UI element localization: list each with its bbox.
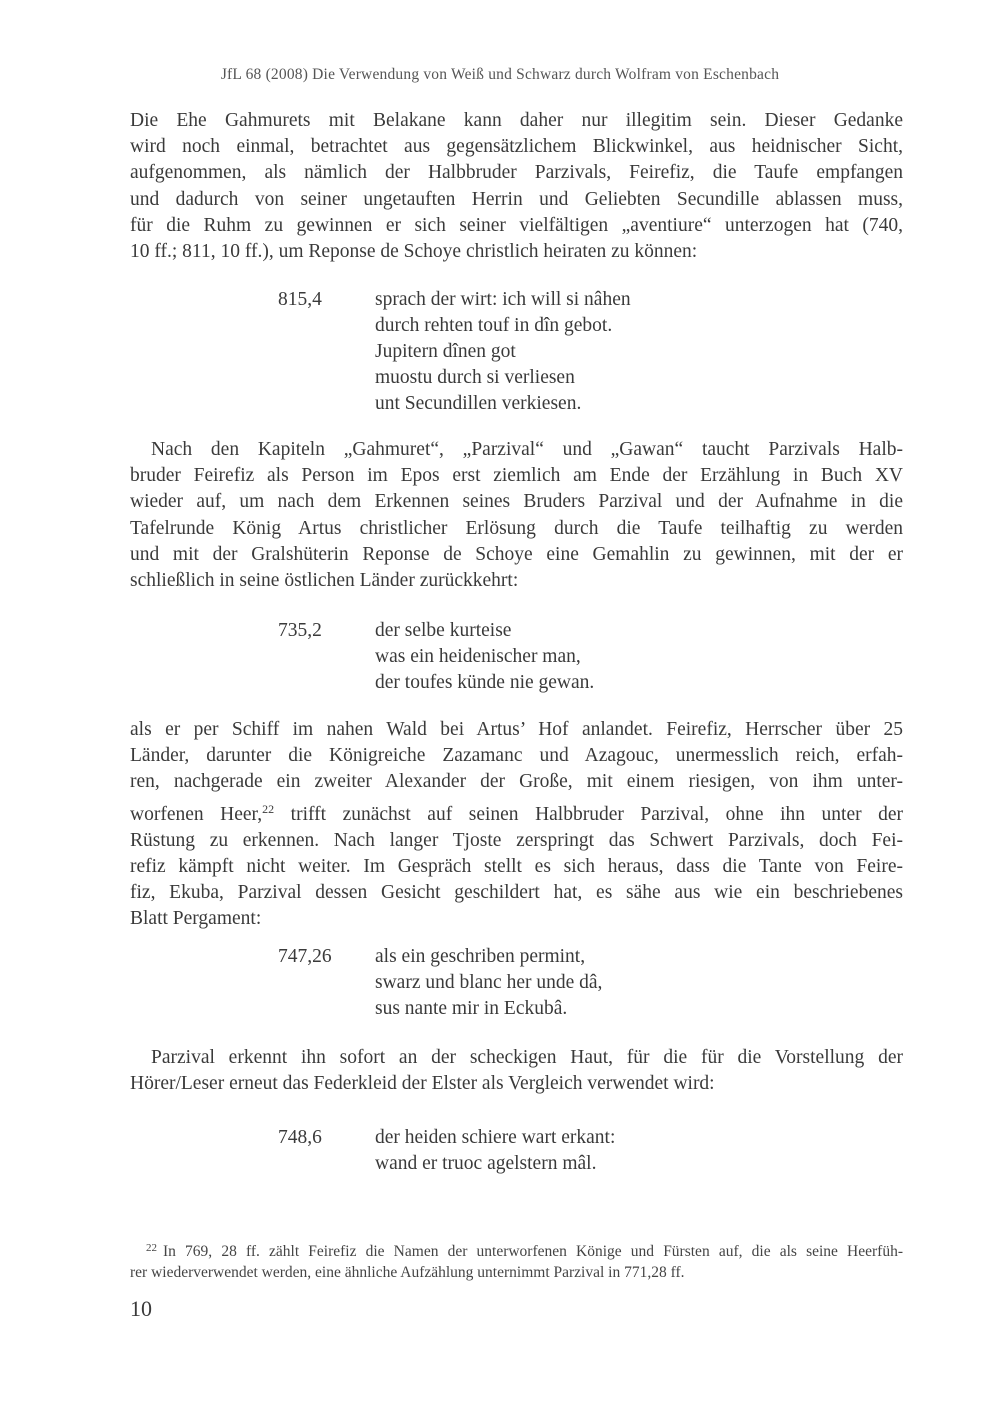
text-line: als er per Schiff im nahen Wald bei Artus’ Hof anlandet. Feirefiz, Herrscher über 25 xyxy=(130,719,903,740)
footnote-marker[interactable]: 22 xyxy=(262,801,275,816)
text-line: schließlich in seine östlichen Länder zurückkehrt: xyxy=(130,570,519,592)
text-line: aufgenommen, als nämlich der Halbbruder Parzivals, Feirefiz, die Taufe empfangen xyxy=(130,162,903,184)
text-line: Tafelrunde König Artus christlicher Erlösung durch die Taufe teilhaftig zu werden xyxy=(130,517,903,539)
verse-line: Jupitern dînen got xyxy=(375,341,516,362)
verse-line: wand er truoc agelstern mâl. xyxy=(375,1153,597,1174)
verse-reference: 815,4 xyxy=(278,289,322,310)
paragraph-3 xyxy=(130,717,903,933)
text-line: ren, nachgerade ein zweiter Alexander der Große, mit einem riesigen, von ihm unter- xyxy=(130,771,903,793)
verse-line: durch rehten touf in dîn gebot. xyxy=(375,315,613,336)
verse-line: der heiden schiere wart erkant: xyxy=(375,1127,616,1148)
text-line: refiz kämpft nicht weiter. Im Gespräch stellt es sich heraus, dass die Tante von Feire- xyxy=(130,856,903,878)
text-line: Nach den Kapiteln „Gahmuret“, „Parzival“ und „Gawan“ taucht Parzivals Halb- xyxy=(151,439,903,460)
verse-reference: 747,26 xyxy=(278,946,332,967)
paragraph-2 xyxy=(130,437,903,594)
text-line: wird noch einmal, betrachtet aus gegensätzlichem Blickwinkel, aus heidnischer Sicht, xyxy=(130,136,903,158)
verse-reference: 748,6 xyxy=(278,1127,322,1148)
text-line: Blatt Pergament: xyxy=(130,908,262,930)
footnote-line: rer wiederverwendet werden, eine ähnliche Aufzählung unternimmt Parzival in 771,28 ff. xyxy=(130,1264,685,1281)
page-number: 10 xyxy=(130,1296,152,1321)
verse-reference: 735,2 xyxy=(278,620,322,641)
verse-line: unt Secundillen verkiesen. xyxy=(375,393,582,414)
footnote-line xyxy=(130,1238,903,1262)
footnote-text: In 769, 28 ff. zählt Feirefiz die Namen der unterworfenen Könige und Fürsten auf, die als seine Heerfüh- xyxy=(163,1243,903,1260)
text-line: und mit der Gralshüterin Reponse de Schoye eine Gemahlin zu gewinnen, mit der er xyxy=(130,543,903,565)
paragraph-4 xyxy=(130,1045,903,1097)
verse-line: sus nante mir in Eckubâ. xyxy=(375,998,568,1019)
verse-line: der toufes künde nie gewan. xyxy=(375,672,595,693)
text-fragment: worfenen Heer, xyxy=(130,803,263,825)
verse-line: muostu durch si verliesen xyxy=(375,367,575,388)
verse-line: als ein geschriben permint, xyxy=(375,946,586,967)
text-line: Länder, darunter die Königreiche Zazamanc und Azagouc, unermesslich reich, erfah- xyxy=(130,745,903,767)
text-line: Hörer/Leser erneut das Federkleid der Elster als Vergleich verwendet wird: xyxy=(130,1073,715,1095)
verse-line: swarz und blanc her unde dâ, xyxy=(375,972,603,993)
text-line: und dadurch von seiner ungetauften Herrin und Geliebten Secundille ablassen muss, xyxy=(130,188,903,210)
text-fragment: trifft zunächst auf seinen Halbbruder Parzival, ohne ihn unter der xyxy=(290,803,904,825)
footnote xyxy=(130,1238,903,1283)
paragraph-1 xyxy=(130,108,903,265)
text-line: fiz, Ekuba, Parzival dessen Gesicht geschildert hat, es sähe aus wie ein beschriebenes xyxy=(130,882,903,904)
text-line: Rüstung zu erkennen. Nach langer Tjoste zerspringt das Schwert Parzivals, doch Fei- xyxy=(130,829,903,851)
footnote-number: 22 xyxy=(146,1242,157,1254)
text-line: wieder auf, um nach dem Erkennen seines Bruders Parzival und der Aufnahme in die xyxy=(130,491,903,513)
verse-line: der selbe kurteise xyxy=(375,620,512,641)
text-line: bruder Feirefiz als Person im Epos erst ziemlich am Ende der Erzählung in Buch XV xyxy=(130,465,903,487)
running-header: JfL 68 (2008) Die Verwendung von Weiß und Schwarz durch Wolfram von Eschenbach xyxy=(220,66,780,83)
text-line xyxy=(130,796,903,828)
verse-line: sprach der wirt: ich will si nâhen xyxy=(375,289,631,310)
text-line: für die Ruhm zu gewinnen er sich seiner vielfältigen „aventiure“ unterzogen hat (740, xyxy=(130,214,903,236)
text-line: 10 ff.; 811, 10 ff.), um Reponse de Schoye christlich heiraten zu können: xyxy=(130,241,698,263)
text-line: Parzival erkennt ihn sofort an der scheckigen Haut, für die für die Vorstellung der xyxy=(151,1047,903,1068)
verse-line: was ein heidenischer man, xyxy=(375,646,581,667)
text-line: Die Ehe Gahmurets mit Belakane kann daher nur illegitim sein. Dieser Gedanke xyxy=(130,110,903,131)
